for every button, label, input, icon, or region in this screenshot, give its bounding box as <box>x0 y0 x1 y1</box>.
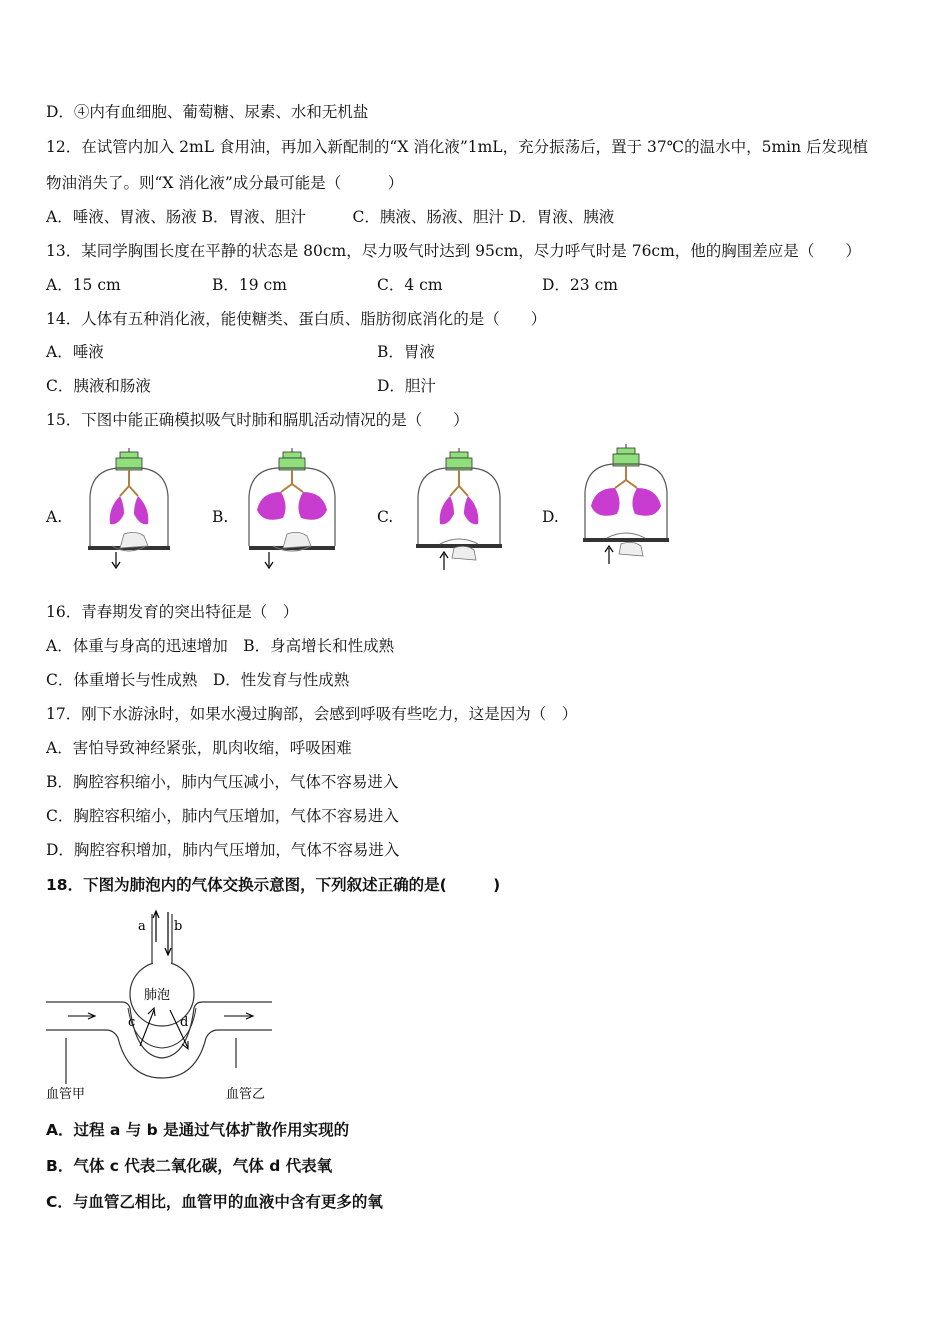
q17-stem: 17．刚下水游泳时，如果水漫过胸部，会感到呼吸有些吃力，这是因为（ ） <box>46 705 578 723</box>
label-vessel-yi: 血管乙 <box>226 1087 266 1102</box>
q12-stem-line1: 12．在试管内加入 2mL 食用油，再加入新配制的“X 消化液”1mL，充分振荡后，置于 37℃的温水中，5min 后发现植 <box>46 138 869 156</box>
q13-option-b: B．19 cm <box>212 276 287 294</box>
q13-option-d: D．23 cm <box>542 276 618 294</box>
q11-option-d: D．④内有血细胞、葡萄糖、尿素、水和无机盐 <box>46 103 369 121</box>
label-b: b <box>174 919 183 934</box>
q13-option-c: C．4 cm <box>377 276 443 294</box>
label-alveolus: 肺泡 <box>144 988 171 1003</box>
q14-option-b: B．胃液 <box>377 343 435 361</box>
label-vessel-jia: 血管甲 <box>46 1087 86 1102</box>
alveolus-gas-exchange-diagram <box>44 908 276 1104</box>
q14-stem: 14．人体有五种消化液，能使糖类、蛋白质、脂肪彻底消化的是（ ） <box>46 310 547 328</box>
bell-jar-model-d <box>581 444 671 570</box>
q16-options-line2: C．体重增长与性成熟 D．性发育与性成熟 <box>46 671 350 689</box>
bell-jar-model-b <box>247 448 337 574</box>
q16-options-line1: A．体重与身高的迅速增加 B．身高增长和性成熟 <box>46 637 395 655</box>
q14-option-c: C．胰液和肠液 <box>46 377 151 395</box>
label-a: a <box>138 919 146 934</box>
q16-stem: 16．青春期发育的突出特征是（ ） <box>46 603 299 621</box>
q15-label-b: B. <box>212 508 229 526</box>
bell-jar-model-c <box>414 448 504 574</box>
q12-options: A．唾液、胃液、肠液 B．胃液、胆汁 C．胰液、肠液、胆汁 D．胃液、胰液 <box>46 208 615 226</box>
label-c: c <box>128 1015 136 1030</box>
q12-stem-line2: 物油消失了。则“X 消化液”成分最可能是（ ） <box>46 174 404 192</box>
q17-option-d: D．胸腔容积增加，肺内气压增加，气体不容易进入 <box>46 841 400 859</box>
q15-label-d: D. <box>542 508 559 526</box>
q15-label-c: C. <box>377 508 394 526</box>
q17-option-a: A．害怕导致神经紧张，肌肉收缩，呼吸困难 <box>46 739 352 757</box>
q18-stem: 18．下图为肺泡内的气体交换示意图，下列叙述正确的是( ) <box>46 876 501 894</box>
q14-option-a: A．唾液 <box>46 343 104 361</box>
q18-option-b: B．气体 c 代表二氧化碳，气体 d 代表氧 <box>46 1157 333 1175</box>
q13-stem: 13．某同学胸围长度在平静的状态是 80cm，尽力吸气时达到 95cm，尽力呼气时是 76cm，他的胸围差应是（ ） <box>46 242 861 260</box>
q17-option-c: C．胸腔容积缩小，肺内气压增加，气体不容易进入 <box>46 807 399 825</box>
q15-label-a: A. <box>46 508 63 526</box>
label-d: d <box>180 1015 189 1030</box>
q14-option-d: D．胆汁 <box>377 377 436 395</box>
q18-option-a: A．过程 a 与 b 是通过气体扩散作用实现的 <box>46 1121 350 1139</box>
q13-option-a: A．15 cm <box>46 276 121 294</box>
bell-jar-model-a <box>84 448 174 574</box>
q17-option-b: B．胸腔容积缩小，肺内气压减小，气体不容易进入 <box>46 773 399 791</box>
q18-option-c: C．与血管乙相比，血管甲的血液中含有更多的氧 <box>46 1193 383 1211</box>
q15-stem: 15．下图中能正确模拟吸气时肺和膈肌活动情况的是（ ） <box>46 411 469 429</box>
